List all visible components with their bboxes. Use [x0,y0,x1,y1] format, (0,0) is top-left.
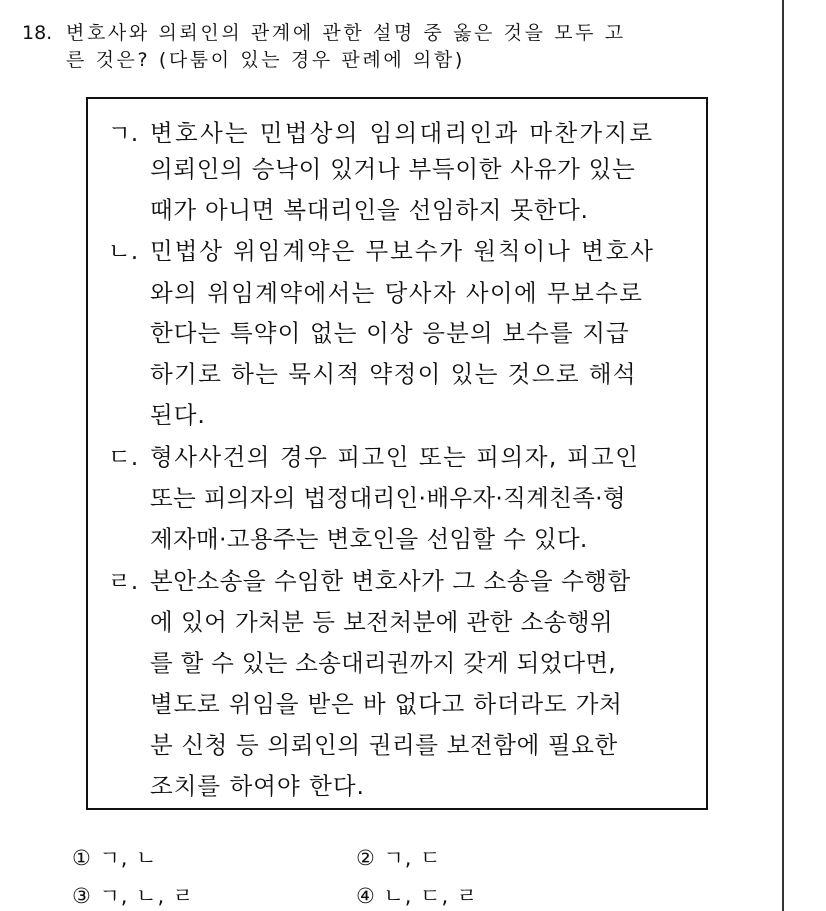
item-c-line-3: 제자매·고용주는 변호인을 선임할 수 있다. [150,525,588,553]
choice-4-text: ㄴ, ㄷ, ㄹ [383,884,479,908]
question-number: 18. [22,22,53,44]
choice-3-text: ㄱ, ㄴ, ㄹ [99,884,195,908]
item-a-line-1: 변호사는 민법상의 임의대리인과 마찬가지로 [150,119,655,147]
item-d-line-6: 조치를 하여야 한다. [150,772,366,800]
item-d-line-1: 본안소송을 수임한 변호사가 그 소송을 수행함 [150,567,631,595]
choice-3[interactable] [72,880,194,910]
column-divider [782,0,784,911]
item-c-line-1: 형사사건의 경우 피고인 또는 피의자, 피고인 [150,443,640,471]
choice-1-label: ① [72,846,92,870]
question-stem-text-1: 변호사와 의뢰인의 관계에 관한 설명 중 옳은 것을 모두 고 [66,22,626,44]
item-marker-c: ㄷ. [108,443,139,471]
item-a-line-2: 의뢰인의 승낙이 있거나 부득이한 사유가 있는 [150,155,636,183]
item-c-line-2: 또는 피의자의 법정대리인·배우자·직계친족·형 [150,484,626,512]
item-d-line-4: 별도로 위임을 받은 바 없다고 하더라도 가처 [150,690,623,718]
choice-1[interactable] [72,842,157,872]
item-marker-a: ㄱ. [108,119,139,147]
choice-4[interactable] [356,880,478,910]
item-marker-b: ㄴ. [108,237,139,265]
choice-1-text: ㄱ, ㄴ [99,846,158,870]
item-d-line-2: 에 있어 가처분 등 보전처분에 관한 소송행위 [150,608,614,636]
item-b-line-5: 된다. [150,401,206,429]
item-d-line-3: 를 할 수 있는 소송대리권까지 갖게 되었다면, [150,649,616,677]
choice-4-label: ④ [356,884,376,908]
item-b-line-3: 한다는 특약이 없는 이상 응분의 보수를 지급 [150,319,630,347]
question-stem-line-1 [22,18,626,45]
item-b-line-4: 하기로 하는 묵시적 약정이 있는 것으로 해석 [150,360,638,388]
item-d-line-5: 분 신청 등 의뢰인의 권리를 보전함에 필요한 [150,731,618,759]
choice-2-label: ② [356,846,376,870]
question-stem-line-2: 른 것은? (다툼이 있는 경우 판례에 의함) [66,49,465,71]
item-a-line-3: 때가 아니면 복대리인을 선임하지 못한다. [150,196,589,224]
choice-3-label: ③ [72,884,92,908]
item-b-line-2: 와의 위임계약에서는 당사자 사이에 무보수로 [150,279,644,307]
choice-2[interactable] [356,842,441,872]
choice-2-text: ㄱ, ㄷ [383,846,442,870]
item-b-line-1: 민법상 위임계약은 무보수가 원칙이나 변호사 [150,237,655,265]
item-marker-d: ㄹ. [108,567,139,595]
